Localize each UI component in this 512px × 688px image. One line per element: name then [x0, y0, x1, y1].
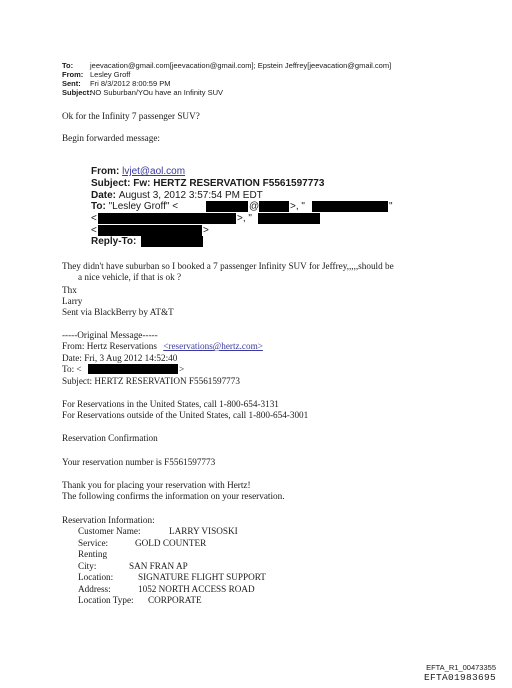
location-type-label: Location Type:	[78, 595, 134, 605]
to-value: jeevacation@gmail.com[jeevacation@gmail.com]; Epstein Jeffrey[jeevacation@gmail.com]	[90, 61, 392, 70]
message-thx: Thx	[62, 285, 77, 295]
redaction	[259, 201, 289, 212]
customer-label: Customer Name:	[78, 526, 141, 536]
address-label: Address:	[78, 584, 111, 594]
location-value: SIGNATURE FLIGHT SUPPORT	[138, 572, 266, 582]
fwd-replyto-label: Reply-To:	[91, 236, 137, 247]
from-value: Lesley Groff	[90, 70, 131, 79]
reservation-number: Your reservation number is F5561597773	[62, 457, 216, 467]
redaction	[258, 213, 320, 224]
fwd-gt-2: >	[203, 225, 209, 236]
footer-id-2: EFTA01983695	[423, 672, 496, 683]
renting-label: Renting	[78, 549, 108, 559]
body-line-2: Begin forwarded message:	[62, 133, 160, 143]
fwd-from-label: From:	[91, 166, 120, 177]
original-divider: -----Original Message-----	[62, 330, 158, 340]
original-date: Date: Fri, 3 Aug 2012 14:52:40	[62, 353, 178, 363]
redaction	[88, 364, 178, 374]
subject-value: NO Suburban/YOu have an Infinity SUV	[90, 88, 223, 97]
original-to: To: <	[62, 364, 82, 374]
city-value: SAN FRAN AP	[129, 561, 188, 571]
subject-label: Subject:	[62, 88, 92, 97]
original-subject: Subject: HERTZ RESERVATION F5561597773	[62, 376, 240, 386]
fwd-lt-1: <	[91, 213, 97, 224]
fwd-date-label: Date:	[91, 190, 117, 201]
footer-id-1: EFTA_R1_00473355	[426, 663, 496, 672]
thanks-line: Thank you for placing your reservation with Hertz!	[62, 480, 251, 490]
body-line-1: Ok for the Infinity 7 passenger SUV?	[62, 111, 200, 121]
to-label: To:	[62, 61, 74, 70]
original-from: From: Hertz Reservations	[62, 341, 157, 351]
original-from-email[interactable]: <reservations@hertz.com>	[163, 341, 263, 351]
fwd-to-line	[91, 201, 178, 213]
fwd-quote-end: "	[389, 201, 393, 212]
address-value: 1052 NORTH ACCESS ROAD	[138, 584, 255, 594]
us-reservations-line: For Reservations in the United States, call 1-800-654-3131	[62, 399, 279, 409]
redaction	[206, 201, 248, 212]
service-label: Service:	[78, 538, 109, 548]
from-label: From:	[62, 70, 84, 79]
reservation-info-header: Reservation Information:	[62, 515, 155, 525]
service-value: GOLD COUNTER	[135, 538, 207, 548]
customer-value: LARRY VISOSKI	[169, 526, 238, 536]
fwd-sep-2: >, "	[237, 213, 252, 224]
redaction	[312, 201, 388, 212]
fwd-subject: Subject: Fw: HERTZ RESERVATION F5561597773	[91, 178, 325, 189]
redaction	[98, 225, 202, 236]
location-label: Location:	[78, 572, 114, 582]
fwd-date-value: August 3, 2012 3:57:54 PM EDT	[118, 190, 263, 201]
fwd-to-label: To:	[91, 201, 106, 212]
redaction	[141, 236, 203, 247]
location-type-value: CORPORATE	[148, 595, 202, 605]
original-from-line	[62, 340, 263, 352]
fwd-to-name: "Lesley Groff" <	[108, 201, 179, 212]
city-label: City:	[78, 561, 97, 571]
fwd-lt-2: <	[91, 225, 97, 236]
fwd-sep-1: >, "	[290, 201, 305, 212]
message-sent-via: Sent via BlackBerry by AT&T	[62, 307, 174, 317]
reservation-confirmation: Reservation Confirmation	[62, 433, 158, 443]
following-line: The following confirms the information on your reservation.	[62, 491, 285, 501]
outside-reservations-line: For Reservations outside of the United States, call 1-800-654-3001	[62, 410, 309, 420]
redaction	[98, 213, 236, 224]
message-line-1: They didn't have suburban so I booked a 7 passenger Infinity SUV for Jeffrey,,,,,should be	[62, 261, 394, 271]
message-name: Larry	[62, 296, 83, 306]
sent-label: Sent:	[62, 79, 81, 88]
email-header	[62, 61, 482, 101]
fwd-at-sign: @	[249, 201, 260, 212]
fwd-from-line	[91, 166, 185, 178]
sent-value: Fri 8/3/2012 8:00:59 PM	[90, 79, 171, 88]
original-to-end: >	[179, 364, 185, 374]
message-line-2: a nice vehicle, if that is ok ?	[78, 272, 182, 282]
fwd-from-email[interactable]: lvjet@aol.com	[122, 166, 186, 177]
